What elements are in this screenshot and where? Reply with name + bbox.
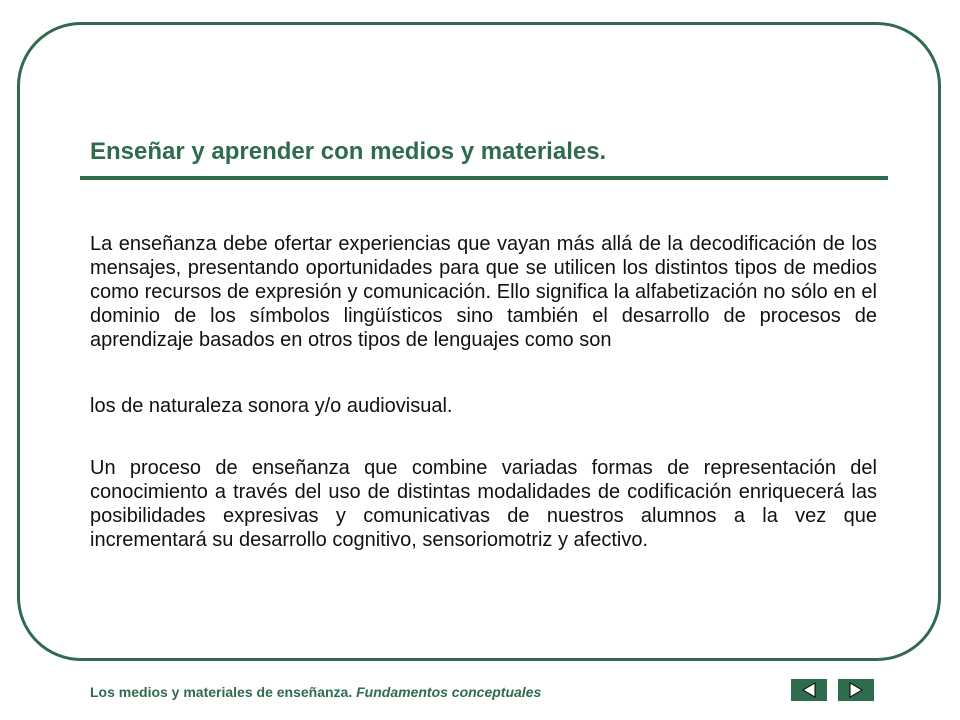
slide-title: Enseñar y aprender con medios y materiales. xyxy=(90,138,607,165)
paragraph-2: los de naturaleza sonora y/o audiovisual. xyxy=(90,395,453,417)
footer-subtitle-text: Fundamentos conceptuales xyxy=(356,684,542,700)
paragraph-3: Un proceso de enseñanza que combine variadas formas de representación del conocimiento a través del uso de distintas modalidades de codificación enriquecerá las posibilidades expresivas y comunicativas de nuestros alumnos a la vez que incrementará su desarrollo cognitivo, sensoriomotriz y afectivo. xyxy=(90,457,877,551)
title-divider xyxy=(80,176,888,180)
triangle-left-icon xyxy=(791,679,827,701)
previous-slide-button[interactable] xyxy=(791,679,827,701)
triangle-right-icon xyxy=(838,679,874,701)
next-slide-button[interactable] xyxy=(838,679,874,701)
footer-caption xyxy=(90,684,541,700)
footer-main-text: Los medios y materiales de enseñanza. xyxy=(90,684,353,700)
paragraph-1: La enseñanza debe ofertar experiencias que vayan más allá de la decodificación de los mensajes, presentando oportunidades para que se utilicen los distintos tipos de medios como recursos de expresión y comunicación. Ello significa la alfabetización no sólo en el dominio de los símbolos lingüísticos sino también el desarrollo de procesos de aprendizaje basados en otros tipos de lenguajes como son xyxy=(90,233,877,351)
